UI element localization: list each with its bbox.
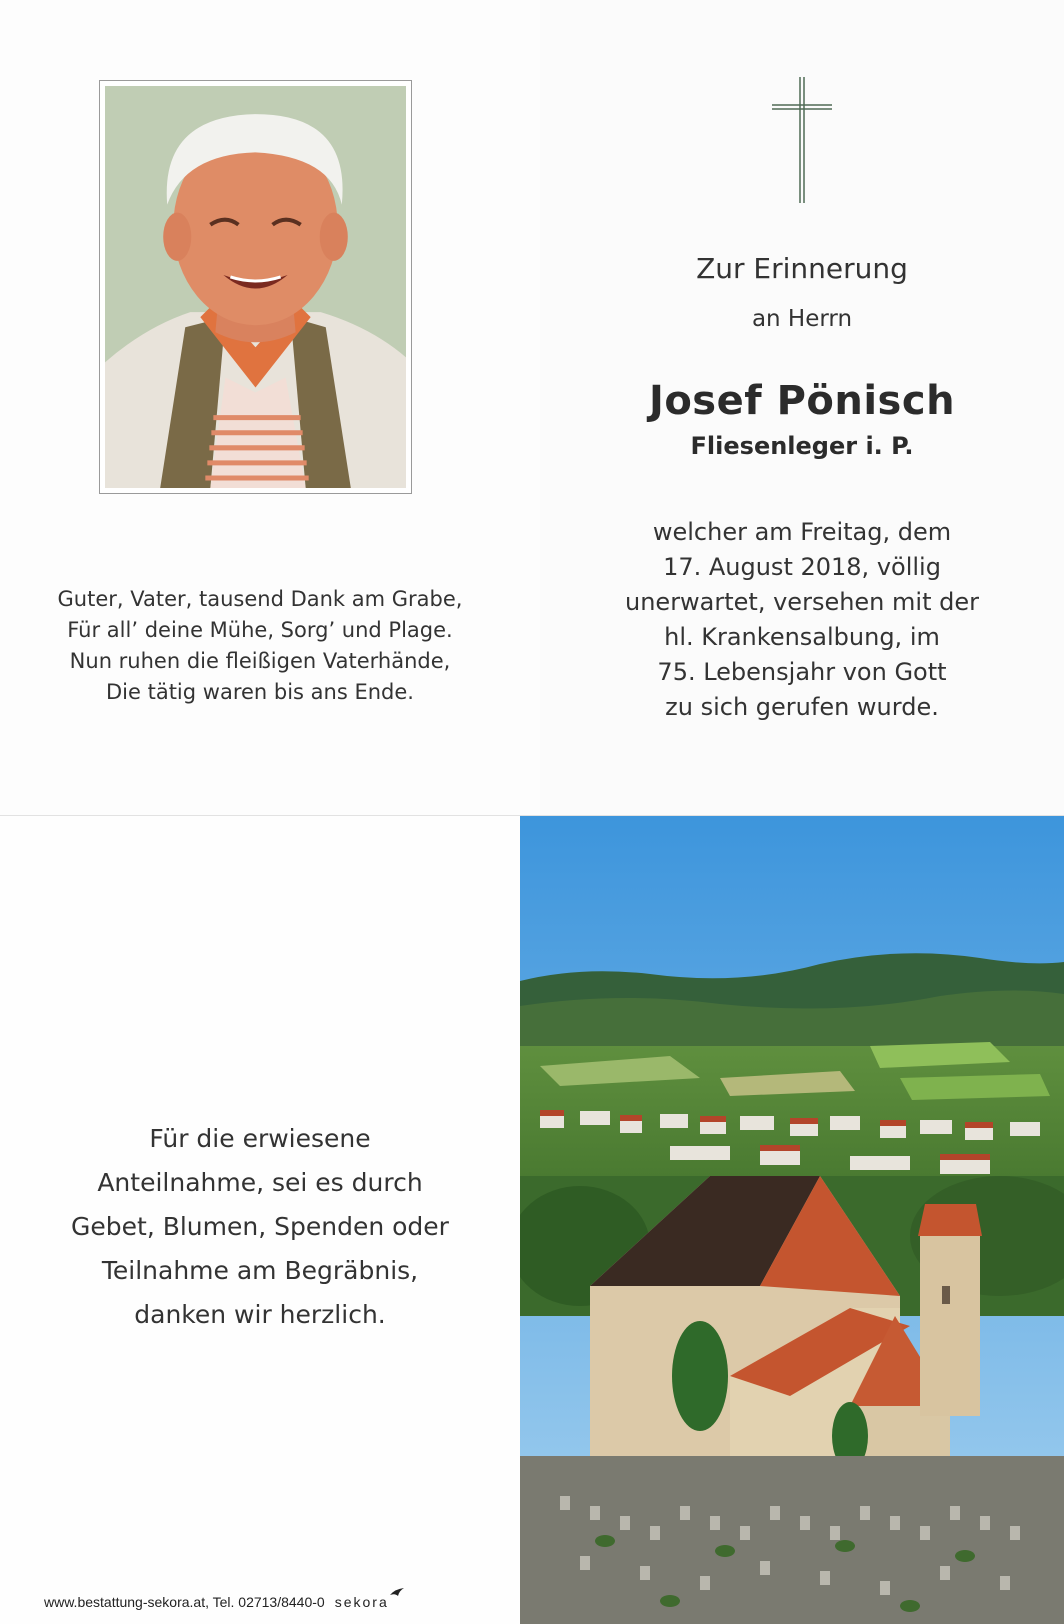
thanks-line: Gebet, Blumen, Spenden oder: [71, 1212, 449, 1241]
poem-line: Für all’ deine Mühe, Sorg’ und Plage.: [67, 618, 453, 642]
thanks-text: [20, 1117, 500, 1337]
church-landscape-photo: [520, 816, 1064, 1624]
thanks-line: danken wir herzlich.: [134, 1300, 386, 1329]
profession: Fliesenleger i. P.: [690, 432, 914, 460]
funeral-home-logo: [335, 1594, 389, 1610]
cross-icon: [770, 75, 834, 205]
death-line: 17. August 2018, völlig: [663, 553, 941, 581]
portrait-photo: [99, 80, 412, 494]
death-line: welcher am Freitag, dem: [652, 518, 952, 546]
logo-text: sekora: [334, 1594, 389, 1610]
remembrance-heading: Zur Erinnerung: [696, 252, 908, 285]
deceased-name: Josef Pönisch: [648, 378, 956, 424]
thanks-line: Für die erwiesene: [149, 1124, 371, 1153]
bird-icon: [389, 1587, 405, 1597]
thanks-line: Teilnahme am Begräbnis,: [101, 1256, 419, 1285]
death-notice: [540, 515, 1064, 725]
salutation: an Herrn: [751, 306, 853, 332]
thanks-line: Anteilnahme, sei es durch: [97, 1168, 423, 1197]
death-line: 75. Lebensjahr von Gott: [657, 658, 947, 686]
poem-line: Guter, Vater, tausend Dank am Grabe,: [57, 587, 463, 611]
poem-line: Die tätig waren bis ans Ende.: [106, 680, 414, 704]
memorial-poem: [20, 584, 500, 708]
death-line: zu sich gerufen wurde.: [665, 693, 939, 721]
footer: [44, 1590, 504, 1614]
death-line: unerwartet, versehen mit der: [625, 588, 979, 616]
poem-line: Nun ruhen die fleißigen Vaterhände,: [69, 649, 451, 673]
portrait-panel: [0, 0, 540, 816]
announcement-panel: [540, 0, 1064, 816]
funeral-home-contact: www.bestattung-sekora.at, Tel. 02713/8440-0: [44, 1594, 325, 1610]
death-line: hl. Krankensalbung, im: [664, 623, 940, 651]
